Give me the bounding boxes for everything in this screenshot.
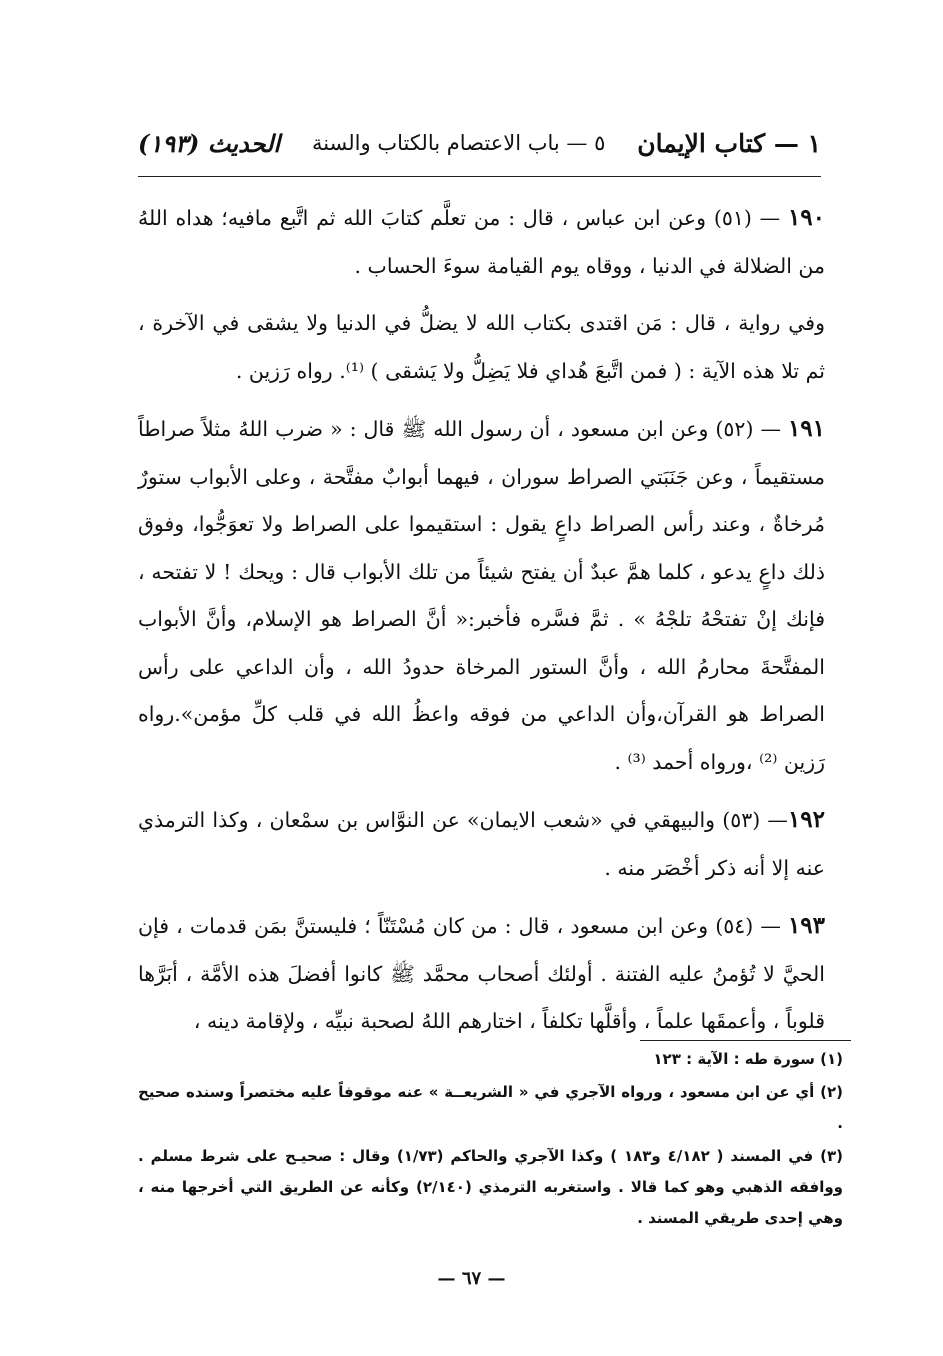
hadith-text: وفي رواية ، قال : مَن اقتدى بكتاب الله لا يضلُّ في الدنيا ولا يشقى في الآخرة ، ثم تلا هذه الآية : ( فمن اتَّبعَ هُداي فلا يَضِلُّ ولا يَشقى ) ⁽¹⁾. رواه رَزين . xyxy=(138,311,825,383)
header-hadith-number: الحديث (١٩٣) xyxy=(138,128,281,158)
running-header xyxy=(138,118,821,168)
footnotes xyxy=(138,1044,843,1236)
hadith-number: ١٩١ xyxy=(787,415,825,442)
hadith-paragraph xyxy=(138,194,825,290)
hadith-text: — (٥٣) والبيهقي في «شعب الايمان» عن النوَّاس بن سمْعان ، وكذا الترمذي عنه إلا أنه ذكر أخْصَر منه . xyxy=(138,808,825,880)
hadith-number: ١٩٣ xyxy=(787,912,825,939)
header-chapter-title: ٥ — باب الاعتصام بالكتاب والسنة xyxy=(311,131,606,155)
hadith-paragraph xyxy=(138,902,825,1046)
footnote: (٣) في المسند ( ٤/١٨٢ و١٨٣ ) وكذا الآجري والحاكم (١/٧٣) وقال : صحيـح على شرط مسلم . ووافقه الذهبي وهو كما قالا . واستغربه الترمذي (٢/١٤٠) وكأنه عن الطريق التي أخرجها منه ، وهي إحدى طريقي المسند . xyxy=(138,1147,843,1227)
header-book-title: ١ — كتاب الإيمان xyxy=(637,128,821,158)
hadith-paragraph xyxy=(138,300,825,395)
page-number: — ٦٧ — xyxy=(437,1268,506,1289)
hadith-number: ١٩٠ xyxy=(787,204,825,231)
footnote: (١) سورة طه : الآية : ١٢٣ xyxy=(653,1050,843,1068)
footnote-rule xyxy=(640,1040,851,1041)
hadith-paragraph xyxy=(138,796,825,892)
main-text xyxy=(138,194,825,1056)
header-rule xyxy=(138,176,821,177)
hadith-text: — (٥٢) وعن ابن مسعود ، أن رسول الله ﷺ قال : « ضرب اللهُ مثلاً صراطاً مستقيماً ، وعن جَنَبَتي الصراط سوران ، فيهما أبوابٌ مفتَّحة ، وعلى الأبواب ستورٌ مُرخاةٌ ، وعند رأس الصراط داعٍ يقول : استقيموا على الصراط ولا تعوَجُّوا، وفوق ذلك داعٍ يدعو ، كلما همَّ عبدٌ أن يفتح شيئاً من تلك الأبواب قال : ويحك ! لا تفتحه ، فإنك إنْ تفتحْهُ تلجْهُ » . ثمَّ فسَّره فأخبر:« أنَّ الصراط هو الإسلام، وأنَّ الأبواب المفتَّحةَ محارمُ الله ، وأنَّ الستور المرخاة حدودُ الله ، وأن الداعي على رأس الصراط هو القرآن،وأن الداعي من فوقه واعظُ الله في قلب كلِّ مؤمن».رواه رَزين ⁽²⁾ ،ورواه أحمد ⁽³⁾ . xyxy=(138,417,825,774)
hadith-text: — (٥٤) وعن ابن مسعود ، قال : من كان مُسْتَنّاً ؛ فليستنَّ بمَن قدمات ، فإن الحيَّ لا تُؤمنُ عليه الفتنة . أولئك أصحاب محمَّد ﷺ كانوا أفضلَ هذه الأمَّة ، أبَرَّها قلوباً ، وأعمقَها علماً ، وأقلَّها تكلفاً ، اختارهم اللهُ لصحبة نبيِّه ، ولإقامة دينه ، xyxy=(138,914,825,1033)
hadith-number: ١٩٢ xyxy=(787,806,825,833)
hadith-text: — (٥١) وعن ابن عباس ، قال : من تعلَّم كتابَ الله ثم اتَّبع مافيه؛ هداه اللهُ من الضلالة في الدنيا ، ووقاه يوم القيامة سوءَ الحساب . xyxy=(138,206,825,278)
footnote: (٢) أي عن ابن مسعود ، ورواه الآجري في « الشريعــة » عنه موقوفاً عليه مختصراً وسنده صحيح . xyxy=(138,1083,843,1132)
hadith-paragraph xyxy=(138,405,825,786)
